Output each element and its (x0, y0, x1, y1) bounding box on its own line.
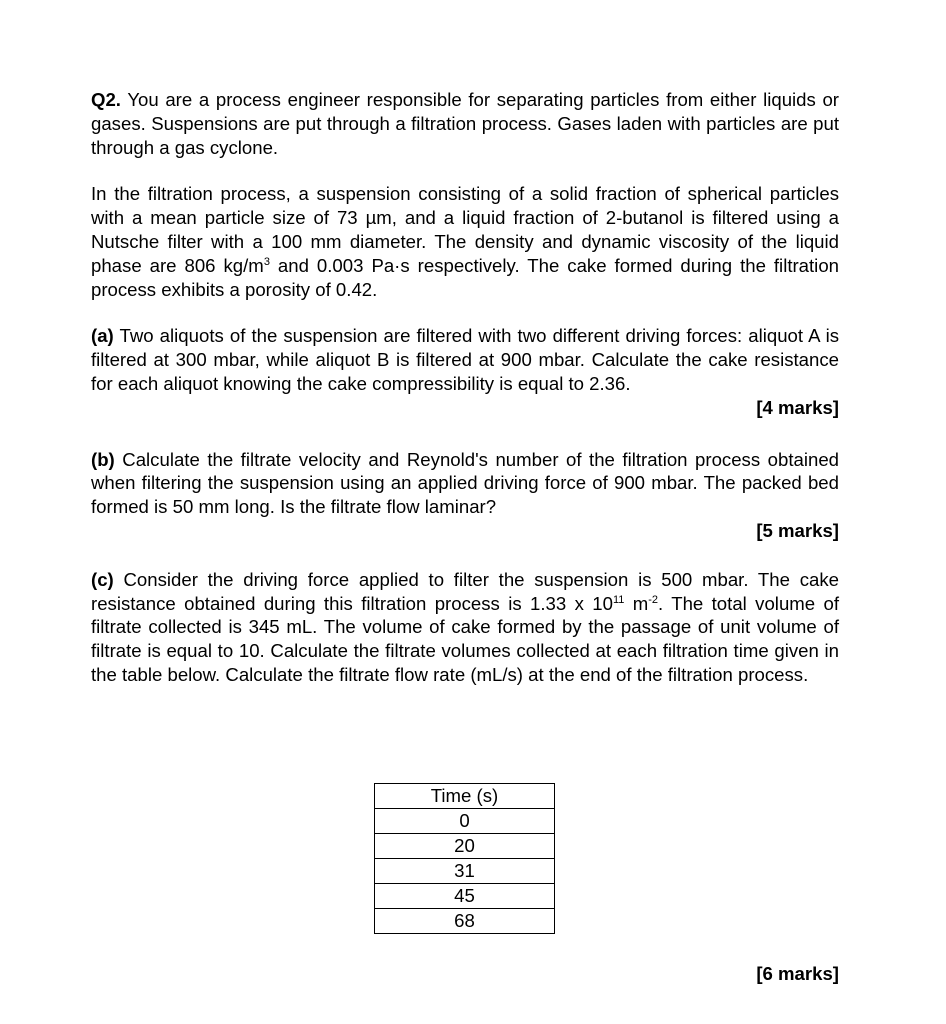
table-cell: 20 (375, 834, 555, 859)
table-cell: 45 (375, 884, 555, 909)
intro-text: You are a process engineer responsible for separating particles from either liquids or gases. Suspensions are put through a filtration process. Gases laden with particles are put through a gas cyclone. (91, 89, 839, 158)
part-b-marks: [5 marks] (756, 519, 839, 541)
question-document (91, 88, 839, 687)
part-c-text-1: Consider the driving force applied to filter the suspension is 500 mbar. The cake resistance obtained during this filtration process is 1.33 x 10 (91, 568, 839, 614)
table-row (375, 859, 555, 884)
part-c-text-2: m (624, 592, 649, 614)
part-a-text: Two aliquots of the suspension are filtered with two different driving forces: aliquot A is filtered at 300 mbar, while aliquot B is filtered at 900 mbar. Calculate the cake resistance for each aliquot knowing the cake compressibility is equal to 2.36. (91, 325, 839, 394)
part-a-label: (a) (91, 325, 114, 347)
time-table (374, 783, 555, 934)
table-header-row (375, 784, 555, 809)
table-cell: 0 (375, 809, 555, 834)
part-a-marks: [4 marks] (756, 396, 839, 418)
question-number: Q2. (91, 89, 121, 110)
table-header-time: Time (s) (375, 784, 555, 809)
part-b-paragraph (91, 448, 839, 519)
part-a-paragraph (91, 324, 839, 395)
table-row (375, 909, 555, 934)
part-c-sup-1: 11 (612, 593, 625, 606)
question-intro (91, 88, 839, 159)
table-row (375, 834, 555, 859)
part-b-text: Calculate the filtrate velocity and Reynold's number of the filtration process obtained when filtering the suspension using an applied driving force of 900 mbar. The packed bed formed is 50 mm long. Is the filtrate flow laminar? (91, 448, 839, 518)
part-c-label: (c) (91, 568, 114, 590)
context-text-1: In the filtration process, a suspension consisting of a solid fraction of spherical particles with a mean particle size of 73 µm, and a liquid fraction of 2-butanol is filtered using a Nutsche filter with a 100 mm diameter. The density and dynamic viscosity of the liquid phase are 806 kg/m (91, 183, 839, 276)
context-paragraph (91, 182, 839, 301)
table-cell: 31 (375, 859, 555, 884)
part-c-marks: [6 marks] (756, 963, 839, 984)
context-text-2: and 0.003 Pa·s respectively. The cake formed during the filtration process exhibits a porosity of 0.42. (91, 254, 839, 300)
part-c-paragraph (91, 568, 839, 687)
table-cell: 68 (375, 909, 555, 934)
part-c-text-3: . The total volume of filtrate collected is 345 mL. The volume of cake formed by the passage of unit volume of filtrate is equal to 10. Calculate the filtrate volumes collected at each filtration time given in the table below. Calculate the filtrate flow rate (mL/s) at the end of the filtration process. (91, 592, 839, 685)
context-superscript: 3 (263, 255, 270, 268)
table-row (375, 809, 555, 834)
part-b-label: (b) (91, 448, 115, 470)
table-row (375, 884, 555, 909)
part-c-sup-2: -2 (648, 593, 659, 606)
time-table-wrapper (374, 783, 555, 934)
